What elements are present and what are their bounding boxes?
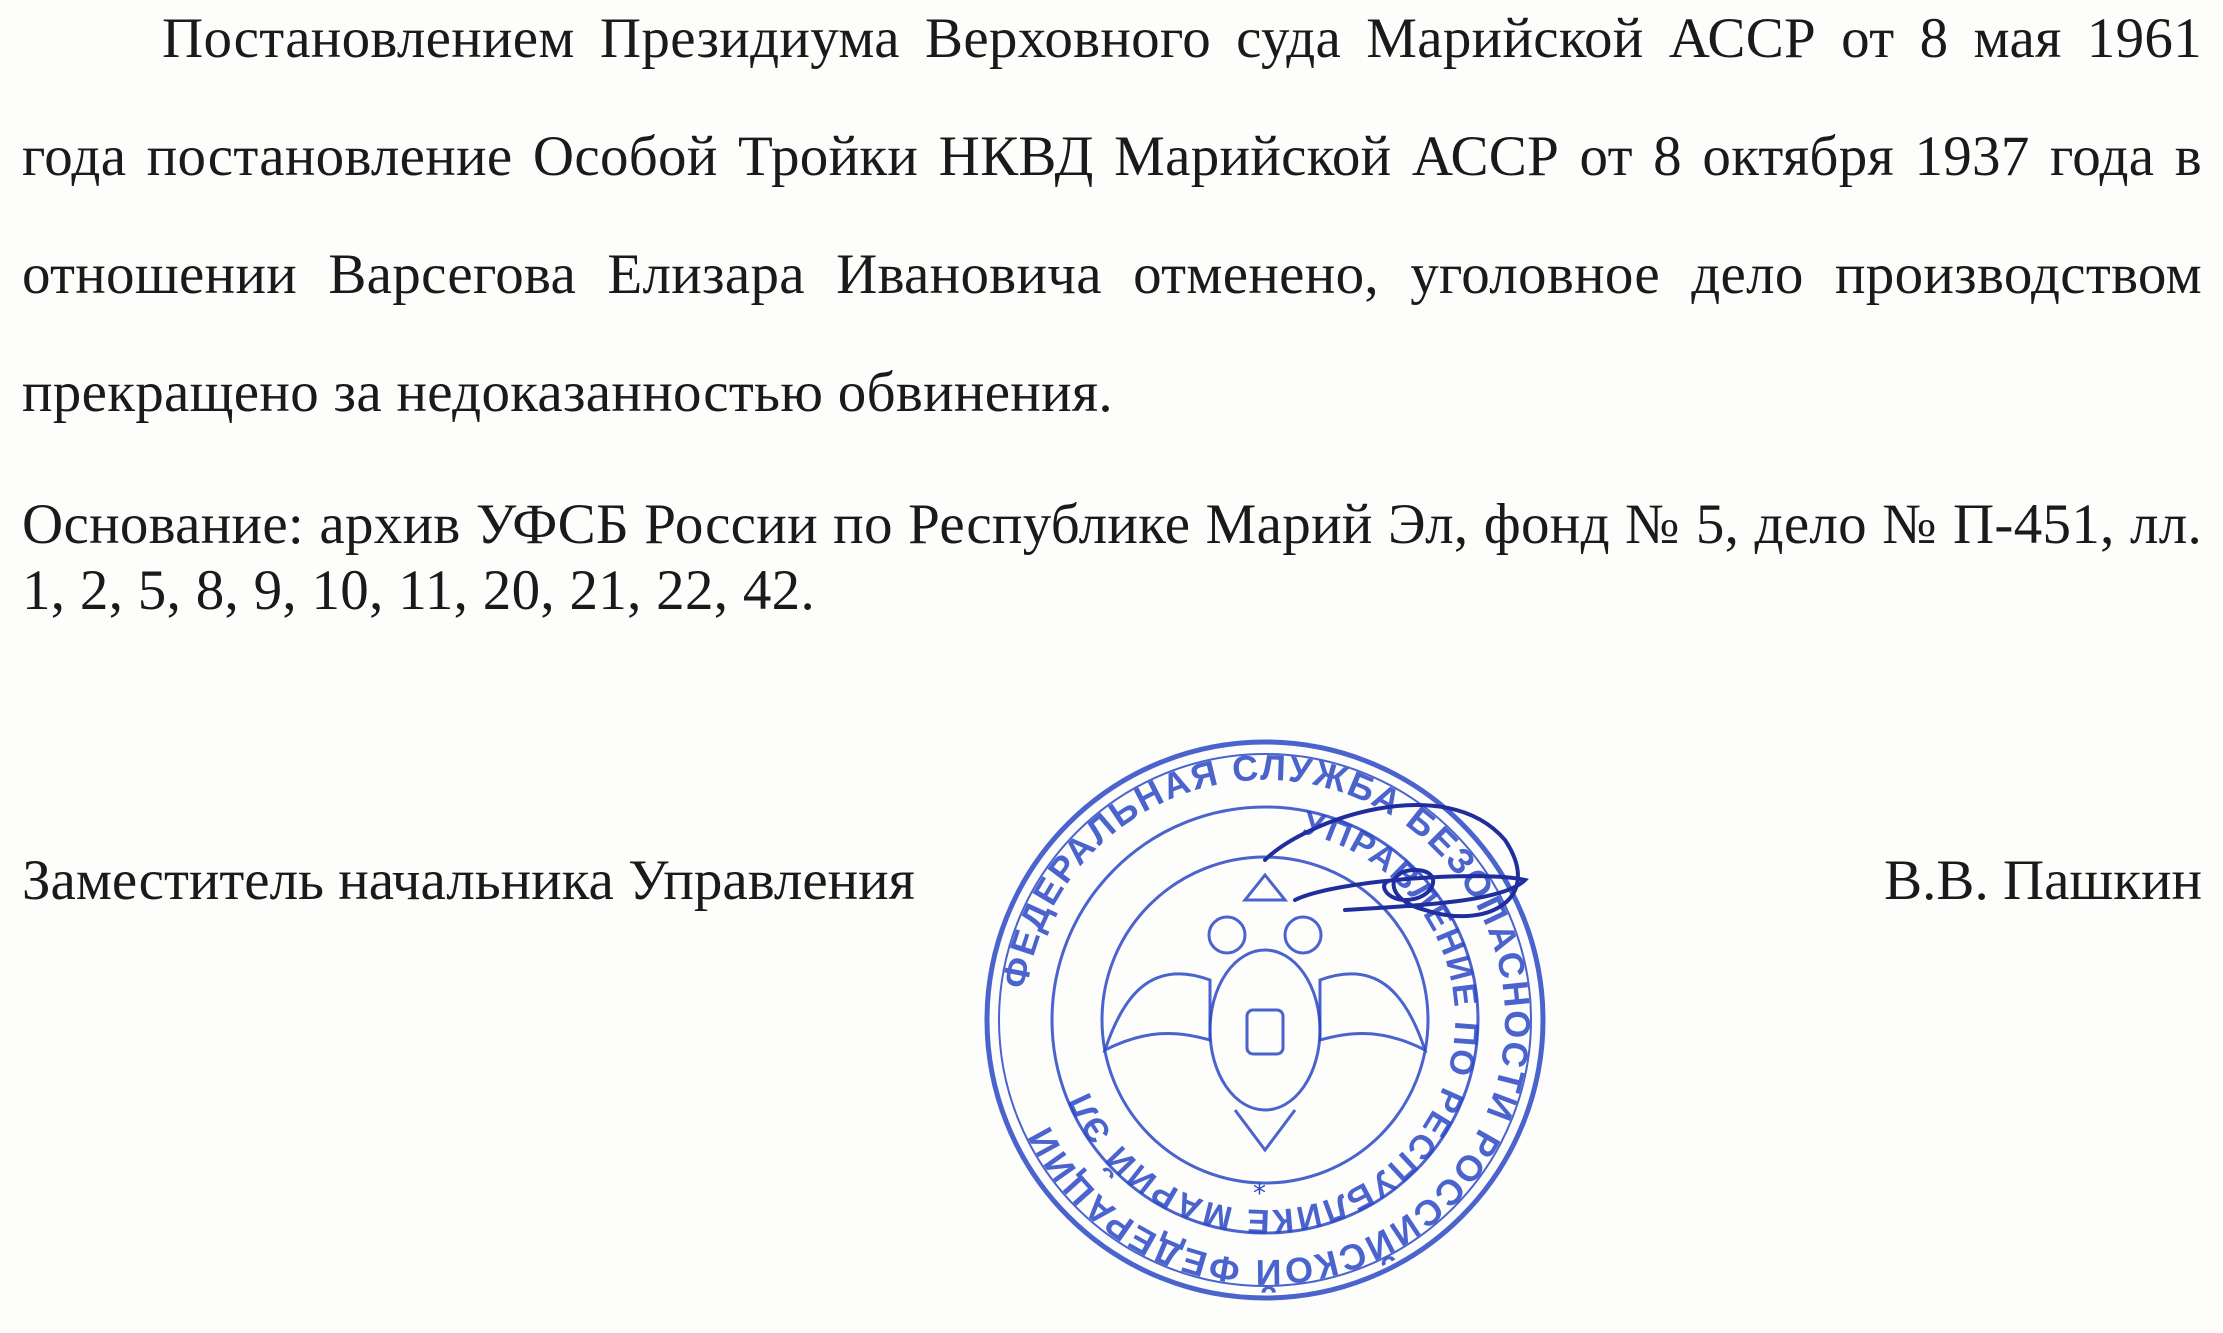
archive-basis-paragraph: Основание: архив УФСБ России по Республике Марий Эл, фонд № 5, дело № П-451, лл. 1, 2, 5, 8, 9, 10, 11, 20, 21, 22, 42. [22, 493, 2202, 622]
rehabilitation-paragraph: Постановлением Президиума Верховного суда Марийской АССР от 8 мая 1961 года постановление Особой Тройки НКВД Марийской АССР от 8 октября 1937 года в отношении Варсегова Елизара Ивановича отменено, уголовное дело производством прекращено за недоказанностью обвинения. [22, 7, 2202, 424]
seal-outer-text: ФЕДЕРАЛЬНАЯ СЛУЖБА БЕЗОПАСНОСТИ РОССИЙСКОЙ ФЕДЕРАЦИИ [993, 746, 1539, 1294]
official-seal [965, 730, 1565, 1310]
seal-graphic [965, 730, 1565, 1310]
svg-text:*: * [1253, 1179, 1266, 1209]
seal-inner-text: УПРАВЛЕНИЕ ПО РЕСПУБЛИКЕ МАРИЙ ЭЛ [1060, 803, 1486, 1241]
signer-name: В.В. Пашкин [1884, 849, 2202, 912]
double-headed-eagle-icon [1105, 875, 1425, 1150]
signer-title: Заместитель начальника Управления [22, 849, 915, 912]
